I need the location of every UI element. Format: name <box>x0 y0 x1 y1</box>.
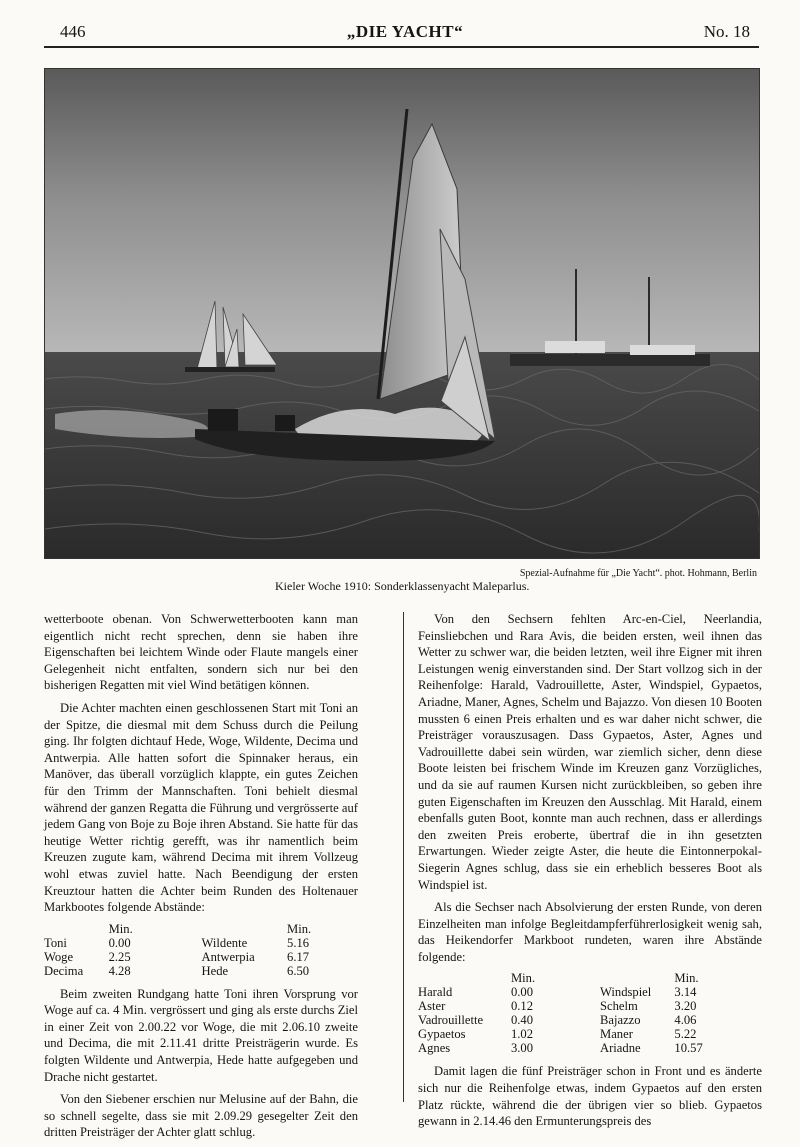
page-header <box>60 22 750 46</box>
table-row <box>418 985 718 999</box>
page-number: 446 <box>60 22 86 41</box>
table-row <box>418 999 718 1013</box>
time-value: 4.06 <box>674 1013 697 1028</box>
time-value: 1.02 <box>510 1027 533 1042</box>
left-paragraph-1: wetterboote obenan. Von Schwerwetterbooten kann man eigentlich nicht recht sprechen, denn sie haben ihre Eigenschaften bei leichtem Winde oder Flaute mangels einer Gelegenheit nicht entfalten, sondern sich nur bei den bisherigen Regatten mit viel Wind betätigen können. <box>44 612 358 693</box>
min-header: Min. <box>287 921 312 936</box>
time-value: 4.28 <box>108 963 131 978</box>
header-rule <box>44 46 759 48</box>
time-value: 6.17 <box>287 949 310 964</box>
min-header: Min. <box>510 971 536 986</box>
table-row <box>418 1027 718 1041</box>
left-paragraph-2: Die Achter machten einen geschlossenen Start mit Toni an der Spitze, die diesmal mit dem Schuss durch die Peilung ging. Ihr folgten dichtauf Hede, Woge, Wildente, Decima und Antwerpia. Alle hatten sofort die Spinnaker heraus, ein Manöver, das überall vorzüglich klappte, ein gutes Zeichen für den Trimm der Mannschaften. Toni behielt diesmal während der ganzen Regatta die Führung und vergrösserte auf jedem Gang von Boje zu Boje ihren Abstand. Sie hatte für das heutige Wetter richtig gerefft, was ihr namentlich beim Kreuzen zugute kam, während Decima mit ihrem Vollzeug wohl etwas zuviel hatte. Nach Beendigung der ersten Kreuztour hatten die Achter beim Runden des Holtenauer Markbootes folgende Abstände: <box>44 700 358 915</box>
min-header: Min. <box>108 921 133 936</box>
achter-standings-table <box>44 922 326 978</box>
right-paragraph-1: Von den Sechsern fehlten Arc-en-Ciel, Neerlandia, Feinsliebchen und Rara Avis, die beiden ersten, weil ihnen das Wetter zu schwer war, die beiden letzten, weil ihre Eigner mit ihren Leistungen wenig einverstanden sind. Der Start vollzog sich in der Reihenfolge: Harald, Vadrouillette, Aster, Windspiel, Gypaetos, Ariadne, Maner, Agnes, Schelm und Bajazzo. Von diesen 10 Booten mussten 6 einen Preis erhalten und es war daher nicht schwer, die Preisträger vorauszusagen. Dass Gypaetos, Aster, Agnes und Vadrouillette dabei sein würden, war ziemlich sicher, denn diese Boote leisten bei frischem Winde im Kreuzen ganz Vorzügliches, und da sie auf raumen Kursen nicht zurückbleiben, so geben ihre guten Eigenschaften im Kreuzen den Ausschlag. Mit Harald, einem ebenfalls guten Boot, konnte man auch rechnen, dass er allerdings den zweiten Preis eroberte, übertraf die in ihn gesetzten Erwartungen. Wieder zeigte Aster, die heute die Eintonnerpokal-Siegerin Agnes schlug, dass sie ein erheblich besseres Boot als Windspiel ist. <box>418 612 762 892</box>
time-value: 3.00 <box>510 1041 533 1056</box>
boat-name: Decima <box>44 963 84 978</box>
boat-name: Windspiel <box>600 985 652 1000</box>
boat-name: Aster <box>418 999 446 1014</box>
boat-name: Hede <box>201 963 229 978</box>
time-value: 0.12 <box>510 999 533 1014</box>
sechser-standings-table <box>418 971 718 1055</box>
boat-name: Gypaetos <box>418 1027 466 1042</box>
table-row <box>418 1041 718 1055</box>
left-paragraph-4: Von den Siebener erschien nur Melusine auf der Bahn, die so schnell segelte, dass sie mit 2.09.29 gesegelter Zeit den dritten Preisträger der Achter glatt schlug. <box>44 1092 358 1140</box>
time-value: 3.20 <box>674 999 697 1014</box>
boat-name: Woge <box>44 949 74 964</box>
boat-name: Agnes <box>418 1041 451 1056</box>
time-value: 6.50 <box>287 963 310 978</box>
time-value: 0.40 <box>510 1013 533 1028</box>
right-paragraph-3: Damit lagen die fünf Preisträger schon in Front und es änderte sich nur die Reihenfolge etwas, indem Gypaetos auf den ersten Platz rückte, während die der übrigen vier so blieb. Gypaetos gewann in 2.14.46 den Ermunterungspreis des <box>418 1064 762 1129</box>
boat-name: Toni <box>44 935 67 950</box>
sailing-scene-image <box>45 69 759 558</box>
yacht-photograph <box>44 68 760 559</box>
issue-number: No. 18 <box>703 22 750 41</box>
boat-name: Bajazzo <box>600 1013 641 1028</box>
journal-title: „DIE YACHT“ <box>346 22 464 41</box>
time-value: 0.00 <box>510 985 533 1000</box>
time-value: 10.57 <box>674 1041 703 1056</box>
right-column <box>418 611 762 1136</box>
left-column <box>44 611 358 1147</box>
boat-name: Harald <box>418 985 453 1000</box>
table-row <box>418 1013 718 1027</box>
boat-name: Ariadne <box>600 1041 641 1056</box>
left-paragraph-3: Beim zweiten Rundgang hatte Toni ihren Vorsprung vor Woge auf ca. 4 Min. vergrössert und ging als erste durchs Ziel in einer Zeit von 2.00.22 vor Woge, die mit 2.06.10 zweite und Decima, die mit 2.11.41 dritte Preisträgerin wurde. Es folgten Wildente und Antwerpia, Hede hatte aufgegeben und Drache nicht gestartet. <box>44 986 358 1084</box>
boat-name: Schelm <box>600 999 638 1014</box>
photo-credit: Spezial-Aufnahme für „Die Yacht“. phot. Hohmann, Berlin <box>519 568 757 579</box>
photo-caption: Kieler Woche 1910: Sonderklassenyacht Maleparlus. <box>275 579 530 593</box>
table-row <box>44 964 326 978</box>
time-value: 5.22 <box>674 1027 697 1042</box>
time-value: 5.16 <box>287 935 310 950</box>
time-value: 2.25 <box>108 949 131 964</box>
min-header: Min. <box>674 971 699 986</box>
table-row <box>44 936 326 950</box>
table-header-row <box>418 971 718 985</box>
table-header-row <box>44 922 326 936</box>
table-row <box>44 950 326 964</box>
boat-name: Maner <box>600 1027 633 1042</box>
time-value: 3.14 <box>674 985 697 1000</box>
right-paragraph-2: Als die Sechser nach Absolvierung der ersten Runde, von deren Einzelheiten man infolge Begleitdampferführerlosigkeit wenig sah, das Heikendorfer Markboot rundeten, waren ihre Abstände folgende: <box>418 900 762 964</box>
boat-name: Antwerpia <box>201 949 255 964</box>
boat-name: Vadrouillette <box>418 1013 484 1028</box>
column-divider <box>403 612 404 1102</box>
boat-name: Wildente <box>201 935 248 950</box>
time-value: 0.00 <box>108 935 131 950</box>
